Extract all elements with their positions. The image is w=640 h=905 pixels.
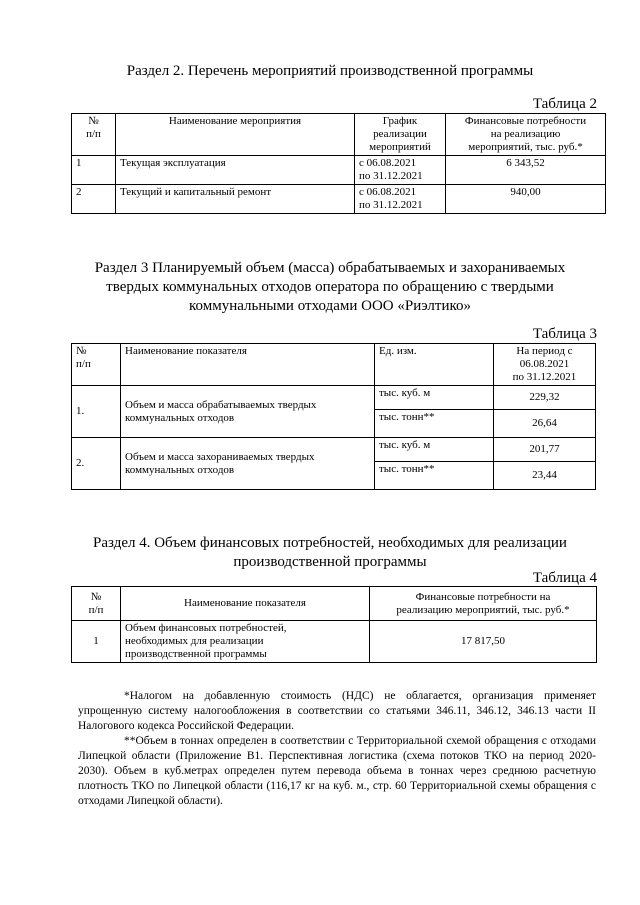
section3-heading: Раздел 3 Планируемый объем (масса) обрабатываемых и захораниваемых твердых коммунальных отходов оператора по обращению с твердыми коммунальными отходами ООО «Риэлтико» [94,260,566,314]
header-schedule: График реализации мероприятий [355,114,446,156]
section2-heading: Раздел 2. Перечень мероприятий производственной программы [126,63,534,79]
row-unit: тыс. тонн** [375,462,494,490]
table-row [72,438,596,462]
row-amount: 17 817,50 [370,621,597,663]
table4 [71,586,597,663]
table-header-row [72,344,596,386]
footnotes [78,689,596,809]
row-amount: 6 343,52 [446,156,606,185]
header-num: № п/п [72,587,121,621]
table2-caption: Таблица 2 [532,96,597,112]
header-period: На период с 06.08.2021 по 31.12.2021 [494,344,596,386]
row-amount: 940,00 [446,185,606,214]
header-name: Наименование показателя [121,344,375,386]
table2 [71,113,606,214]
row-num: 1 [72,621,121,663]
header-name: Наименование показателя [121,587,370,621]
header-unit: Ед. изм. [375,344,494,386]
table-header-row [72,114,606,156]
row-unit: тыс. куб. м [375,438,494,462]
table3-caption: Таблица 3 [532,326,597,342]
header-num: № п/п [72,114,116,156]
header-finance: Финансовые потребности на реализацию мероприятий, тыс. руб.* [370,587,597,621]
table-row [72,156,606,185]
row-schedule: с 06.08.2021 по 31.12.2021 [355,156,446,185]
header-num: № п/п [72,344,121,386]
row-name: Текущая эксплуатация [116,156,355,185]
table-row [72,386,596,410]
row-num: 1 [72,156,116,185]
table-row [72,621,597,663]
table-row [72,185,606,214]
footnote-volume: **Объем в тоннах определен в соответствии с Территориальной схемой обращения с отходами Липецкой области (Приложение В1. Перспективная логистика (схема потоков ТКО на период 2020-2030). Объем в куб.метрах определен путем перевода объема в тоннах через среднюю расчетную плотность ТКО по Липецкой области (116,17 кг на куб. м., стр. 60 Территориальной схемы обращения с отходами Липецкой области). [78,735,596,807]
row-name: Объем финансовых потребностей, необходимых для реализации производственной программы [121,621,370,663]
row-name: Текущий и капитальный ремонт [116,185,355,214]
row-schedule: с 06.08.2021 по 31.12.2021 [355,185,446,214]
header-finance: Финансовые потребности на реализацию мероприятий, тыс. руб.* [446,114,606,156]
header-name: Наименование мероприятия [116,114,355,156]
row-num: 2. [72,438,121,490]
row-num: 1. [72,386,121,438]
row-value: 26,64 [494,410,596,438]
table-header-row [72,587,597,621]
row-value: 23,44 [494,462,596,490]
row-num: 2 [72,185,116,214]
row-name: Объем и масса захораниваемых твердых коммунальных отходов [121,438,375,490]
section4-heading: Раздел 4. Объем финансовых потребностей, необходимых для реализации производственной программы [93,535,567,570]
footnote-vat: *Налогом на добавленную стоимость (НДС) не облагается, организация применяет упрощенную систему налогообложения в соответствии со статьями 346.11, 346.12, 346.13 части II Налогового кодекса Российской Федерации. [78,690,596,732]
row-name: Объем и масса обрабатываемых твердых коммунальных отходов [121,386,375,438]
table4-caption: Таблица 4 [532,570,597,586]
row-unit: тыс. тонн** [375,410,494,438]
row-value: 229,32 [494,386,596,410]
row-value: 201,77 [494,438,596,462]
table3 [71,343,596,490]
row-unit: тыс. куб. м [375,386,494,410]
